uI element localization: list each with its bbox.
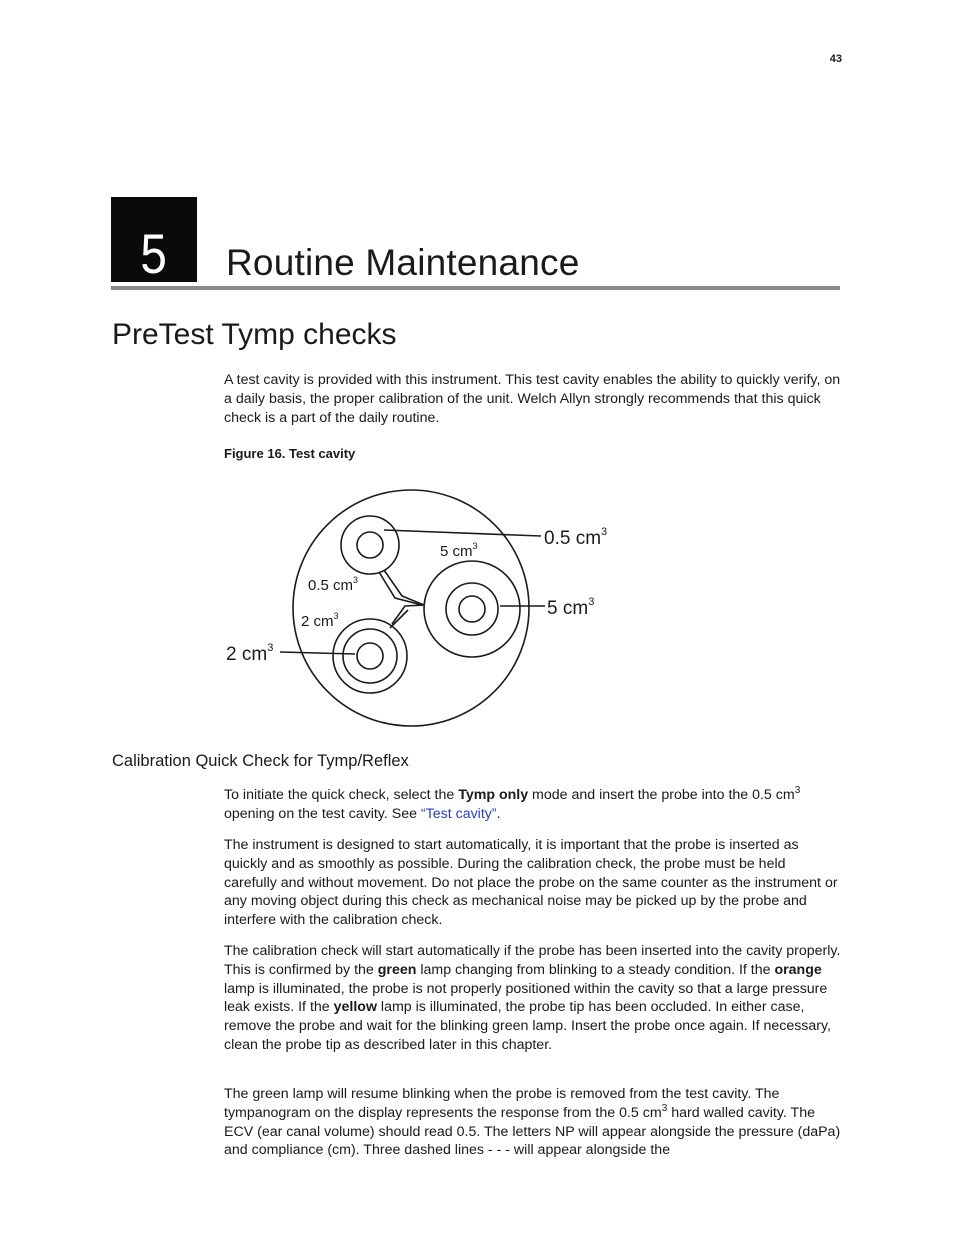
page-number: 43 [829, 53, 842, 65]
chapter-title: Routine Maintenance [226, 242, 580, 283]
test-cavity-figure [224, 484, 624, 734]
cavity-5-outer [424, 561, 520, 657]
chapter-divider [111, 286, 840, 290]
chapter-number-box [111, 197, 197, 285]
label-2-inner: 2 $cm^3$ [301, 611, 339, 630]
intro-paragraph: A test cavity is provided with this instrument. This test cavity enables the ability to quickly verify, on a daily basis, the proper calibration of the unit. Welch Allyn strongly recommends that this quick check is a part of the daily routine. [224, 372, 841, 426]
paragraph-green-lamp: The green lamp will resume blinking when the probe is removed from the test cavity. The tympanogram on the display represents the response from the 0.5 $cm^3$ hard walled cavity. The ECV (ear canal volume) should read 0.5. The letters NP will appear alongside the pressure (daPa) and compliance (cm). Three dashed lines - - - will appear alongside the [224, 1086, 841, 1159]
cavity-outline [293, 490, 529, 726]
paragraph-instrument: The instrument is designed to start automatically, it is important that the probe is inserted as quickly and as smoothly as possible. During the calibration check, the probe must be held carefully and without movement. Do not place the probe on the same counter as the instrument or any moving object during this check as mechanical noise may be picked up by the probe and interfere with the calibration check. [224, 837, 838, 929]
channel-upper-2 [379, 572, 422, 605]
label-5-inner: 5 $cm^3$ [440, 541, 478, 560]
cavity-05-inner [357, 532, 383, 558]
cavity-5-mid [446, 583, 498, 635]
label-05-inner: 0.5 $cm^3$ [308, 575, 359, 594]
figure-caption: Figure 16. Test cavity [224, 446, 356, 461]
subsection-title: Calibration Quick Check for Tymp/Reflex [112, 752, 409, 770]
label-05-main: 0.5 $cm^3$ [544, 526, 608, 549]
cavity-05-outer [341, 516, 399, 574]
paragraph-calibration: The calibration check will start automatically if the probe has been inserted into the cavity properly. This is confirmed by the green lamp changing from blinking to a steady condition. If the orange lamp is illuminated, the probe is not properly positioned within the cavity so that a large pressure leak exists. If the yellow lamp is illuminated, the probe tip has been occluded. In either case, remove the probe and wait for the blinking green lamp. Insert the probe once again. If necessary, clean the probe tip as described later in this chapter. [224, 943, 841, 1053]
cavity-5-inner [459, 596, 485, 622]
channel-lower-2 [390, 610, 408, 628]
test-cavity-link[interactable]: “Test cavity” [420, 805, 497, 822]
label-2-main: 2 $cm^3$ [226, 642, 274, 665]
cavity-2-mid [343, 629, 397, 683]
section-title: PreTest Tymp checks [112, 318, 397, 351]
cavity-2-outer [333, 619, 407, 693]
chapter-number: 5 [140, 222, 168, 285]
leader-05 [384, 530, 541, 536]
test-cavity-diagram [224, 484, 624, 734]
label-5-main: 5 $cm^3$ [547, 596, 595, 619]
cavity-2-inner [357, 643, 383, 669]
paragraph-quick-check: To initiate the quick check, select the Tymp only mode and insert the probe into the 0.5 $cm^3$ opening on the test cavity. See “Test cavity”. [224, 785, 801, 822]
